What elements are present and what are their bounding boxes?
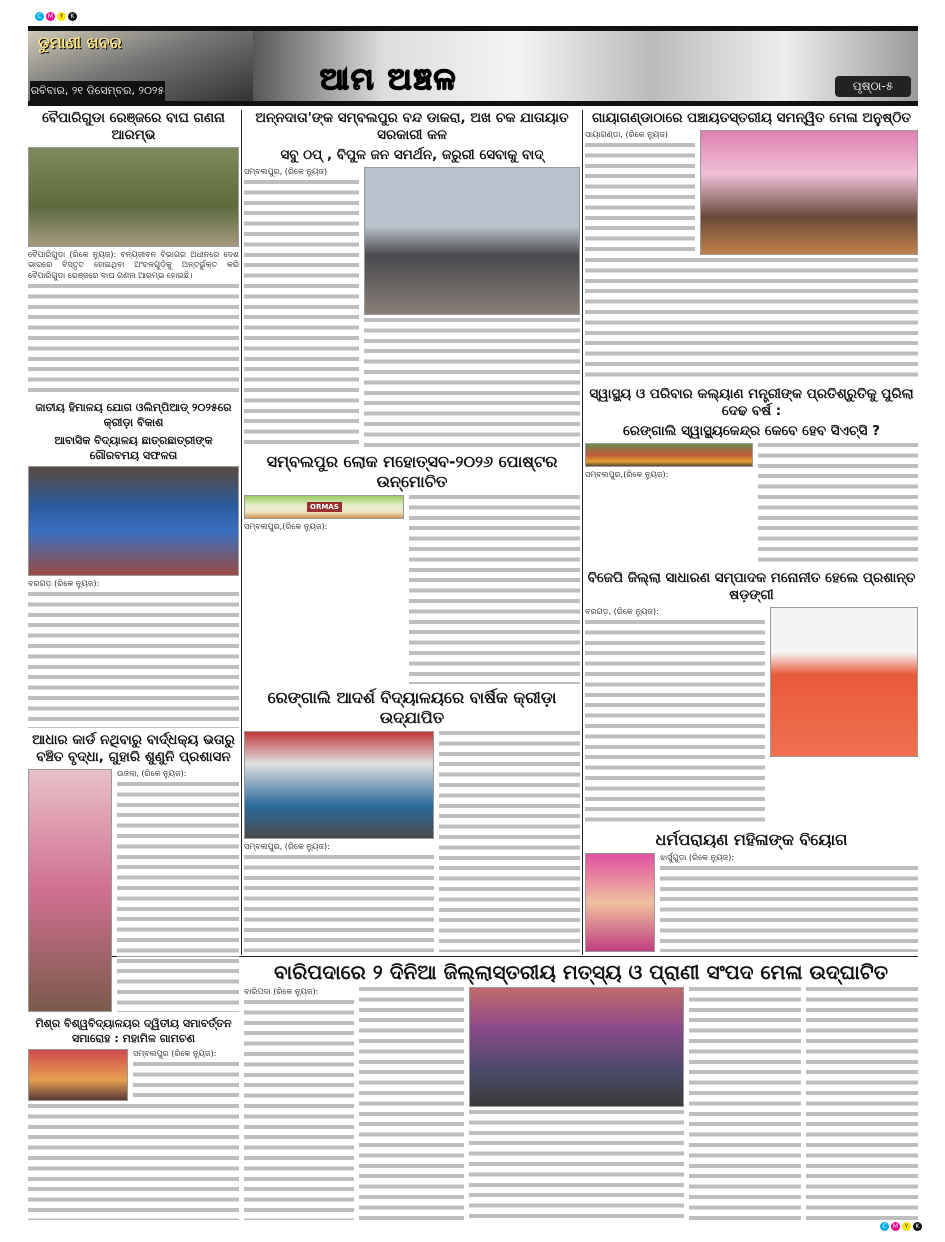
section-title: ଆମ ଅଞ୍ଚଳ [320,62,458,97]
article-body [689,987,801,1220]
article-rengali-sports [244,688,580,952]
paper-name: ଡୁମାଣୀ ଖବର [38,33,122,52]
minister-photo [585,443,753,467]
article-body [244,180,359,448]
article-bjp-secretary [585,570,918,826]
article-body [585,143,695,255]
bandh-protest-photo [364,167,580,315]
article-body [409,495,580,684]
article-body [364,318,580,448]
article-headline: ସମ୍ବଲପୁର ଲୋକ ମହୋତ୍ସବ-୨୦୨୬ ପୋଷ୍ଟର ଉନ୍ମୋଚିତ [266,452,558,491]
article-body [660,866,918,952]
yellow-mark: Y [902,1222,911,1231]
article-text: ସମ୍ବଲପୁର,(ରିକେ ନ୍ୟୁଜ): [244,522,328,531]
article-subheadline: ସବୁ ଠପ୍ , ବିପୁଳ ଜନ ସମର୍ଥନ, ଜରୁରୀ ସେବାକୁ ବାଦ୍ [280,147,544,163]
magenta-mark: M [47,13,54,20]
article-body [359,987,464,1220]
article-headline: ଗାୟାଗଣ୍ଡାଠାରେ ପଞ୍ଚାୟତସ୍ତରୀୟ ସମନ୍ୱିତ ମେଳା ଅନୁଷ୍ଠିତ [592,110,911,126]
article-body [28,1104,239,1220]
elderly-woman-photo [28,769,112,1012]
article-body [244,1000,354,1220]
magenta-mark: M [892,1223,899,1230]
article-gayaganda-mela [585,110,918,382]
article-text: ବରଗଡ଼, (ରିକେ ନ୍ୟୁଜ): [585,607,659,616]
black-mark: K [68,12,77,21]
article-university-convocation [28,1016,239,1220]
black-mark: K [913,1222,922,1231]
yellow-mark: Y [57,12,66,21]
article-rengali-health [585,386,918,566]
article-subheadline: ରେଙ୍ଗାଲି ସ୍ୱାସ୍ଥ୍ୟକେନ୍ଦ୍ର କେବେ ହେବ ସିଏଚ୍‌ସି ? [623,423,880,439]
article-headline: ଜାତୀୟ ହିମାଳୟ ଯୋଗ ଓଲିମ୍ପିଆଡ୍ ୨୦୨୫ରେ କ୍ରୀଡ଼ା ବିକାଶ [35,401,232,429]
article-text: ସମ୍ବଲପୁର, (ରିକେ ନ୍ୟୁଜ): [244,842,330,851]
tiger-census-photo [28,147,239,247]
article-obituary [585,830,918,952]
registration-marks-bottom [880,1222,922,1231]
article-body [758,443,918,566]
article-headline: ବୈପାରିଗୁଡା ରେଞ୍ଜରେ ବାଘ ଗଣନା ଆରମ୍ଭ [42,110,225,143]
article-lok-mahotsav [244,452,580,684]
article-body [133,1062,239,1101]
article-tiger-census [28,110,239,396]
cyan-mark: C [880,1222,889,1231]
article-text: ବୈପାରିଗୁଡା (ରିକେ ନ୍ୟୁଜ): ବନ୍ୟଜୀବନ ବିଭାଗର ଅଧୀନରେ ଦେଶ ଭାରରେ ବିସ୍ତୃତ ହୋଇଥିବା ଅଂଚଳଗୁଡ଼ିକୁ ଅନ୍ତର୍ଭୁକ୍ତ କରି ବୈପାରିଗୁଡା ରେଞ୍ଜରେ ବାଘ ଗଣନା ଆରମ୍ଭ ହୋଇଛି। [28,250,239,280]
article-body [244,855,434,952]
article-body [806,987,918,1220]
column-rule [582,110,583,955]
article-baripada-mela [244,960,918,1220]
cyan-mark: C [35,12,44,21]
article-headline: ଅନ୍ନଦାତା'ଙ୍କ ସମ୍ବଲପୁର ବନ୍ଦ ଡାକରା, ଅଖ ଚକ ଯାତାୟାତ ସରକାରୀ କଳ [255,110,569,143]
article-headline: ମିଶ୍ର ବିଶ୍ୱବିଦ୍ୟାଳୟର ଦ୍ୱିତୀୟ ସମାବର୍ତ୍ତନ ସମାରୋହ : ମହାମିଳ ଗାମଚଣ [35,1017,232,1045]
article-subheadline: ଆବାସିକ ବିଦ୍ୟାଳୟ ଛାତ୍ରଛାତ୍ରୀଙ୍କ ଗୌରବମୟ ସଫଳତା [54,434,213,462]
article-aadhaar-pension [28,732,239,1012]
article-text: ସମ୍ବଲପୁର (ରିକେ ନ୍ୟୁଜ): [133,1049,217,1058]
article-body [585,620,765,826]
page-number: ପୃଷ୍ଠା-୫ [835,76,911,97]
article-body [585,258,918,382]
mela-stage-photo [700,130,918,255]
ormas-logo: ORMAS [307,502,342,512]
column-rule [241,110,242,955]
article-headline: ବାରିପଦାରେ ୨ ଦିନିଆ ଜିଲ୍ଲାସ୍ତରୀୟ ମତ୍ସ୍ୟ ଓ ପ୍ରାଣୀ ସଂପଦ ମେଳା ଉଦ୍‌ଘାଟିତ [274,960,888,984]
article-body [439,731,580,952]
article-text: ସମ୍ବଲପୁର, (ରିକେ ନ୍ୟୁଜ) [244,167,328,176]
registration-marks-top [35,12,77,21]
issue-date: ରବିବାର, ୨୧ ଡିସେମ୍ବର, ୨୦୨୫ [30,81,165,101]
article-text: ସାୟାଗଣ୍ଡା, (ରିକେ ନ୍ୟୁଜ) [585,130,668,139]
article-text: ଉଜଲା, (ରିକେ ନ୍ୟୁଜ): [117,769,187,778]
article-text: ସମ୍ବଲପୁର,(ରିକେ ନ୍ୟୁଜ): [585,470,669,479]
yoga-olympiad-photo [28,466,239,576]
lok-mahotsav-poster [244,495,404,519]
fisheries-mela-photo [469,987,684,1107]
convocation-photo [28,1049,128,1101]
sports-prize-photo [244,731,434,839]
article-headline: ଆଧାର କାର୍ଡ ନଥିବାରୁ ବାର୍ଦ୍ଧକ୍ୟ ଭତାରୁ ବଞ୍ଚିତ ବୃଦ୍ଧା, ଗୁହାରି ଶୁଣୁନି ପ୍ରଶାସନ [32,732,235,765]
article-headline: ବିଜେପି ଜିଲ୍ଲା ସାଧାରଣ ସମ୍ପାଦକ ମନୋନୀତ ହେଲେ ପ୍ରଶାନ୍ତ ଷଡ଼ଙ୍ଗୀ [587,570,916,603]
article-body [469,1110,684,1220]
article-yoga-olympiad [28,400,239,728]
article-body [28,592,239,728]
article-headline: ରେଙ୍ଗାଲି ଆଦର୍ଶ ବିଦ୍ୟାଳୟରେ ବାର୍ଷିକ କ୍ରୀଡ଼ା ଉଦ୍‌ଯାପିତ [267,688,557,727]
article-text: ବାରିପଦା (ରିକେ ନ୍ୟୁଜ): [244,987,319,996]
article-body [117,782,239,1012]
article-sambalpur-bandh [244,110,580,448]
article-text: ବରଗଡ଼ (ରିକେ ନ୍ୟୁଜ): [28,579,100,588]
article-headline: ଧର୍ମପରାୟଣ ମହିଳାଙ୍କ ବିୟୋଗ [655,830,848,849]
article-body [28,284,239,396]
article-headline: ସ୍ୱାସ୍ଥ୍ୟ ଓ ପରିବାର କଲ୍ୟାଣ ମନ୍ତ୍ରୀଙ୍କ ପ୍ରତିଶ୍ରୁତିକୁ ପୁରିଲା ଦେଢ ବର୍ଷ : [589,386,914,419]
obituary-photo [585,853,655,952]
article-text: ଝାର୍ସୁଗୁଡ଼ା (ରିକେ ନ୍ୟୁଜ): [660,853,735,862]
prashant-sarangi-photo [770,607,918,757]
